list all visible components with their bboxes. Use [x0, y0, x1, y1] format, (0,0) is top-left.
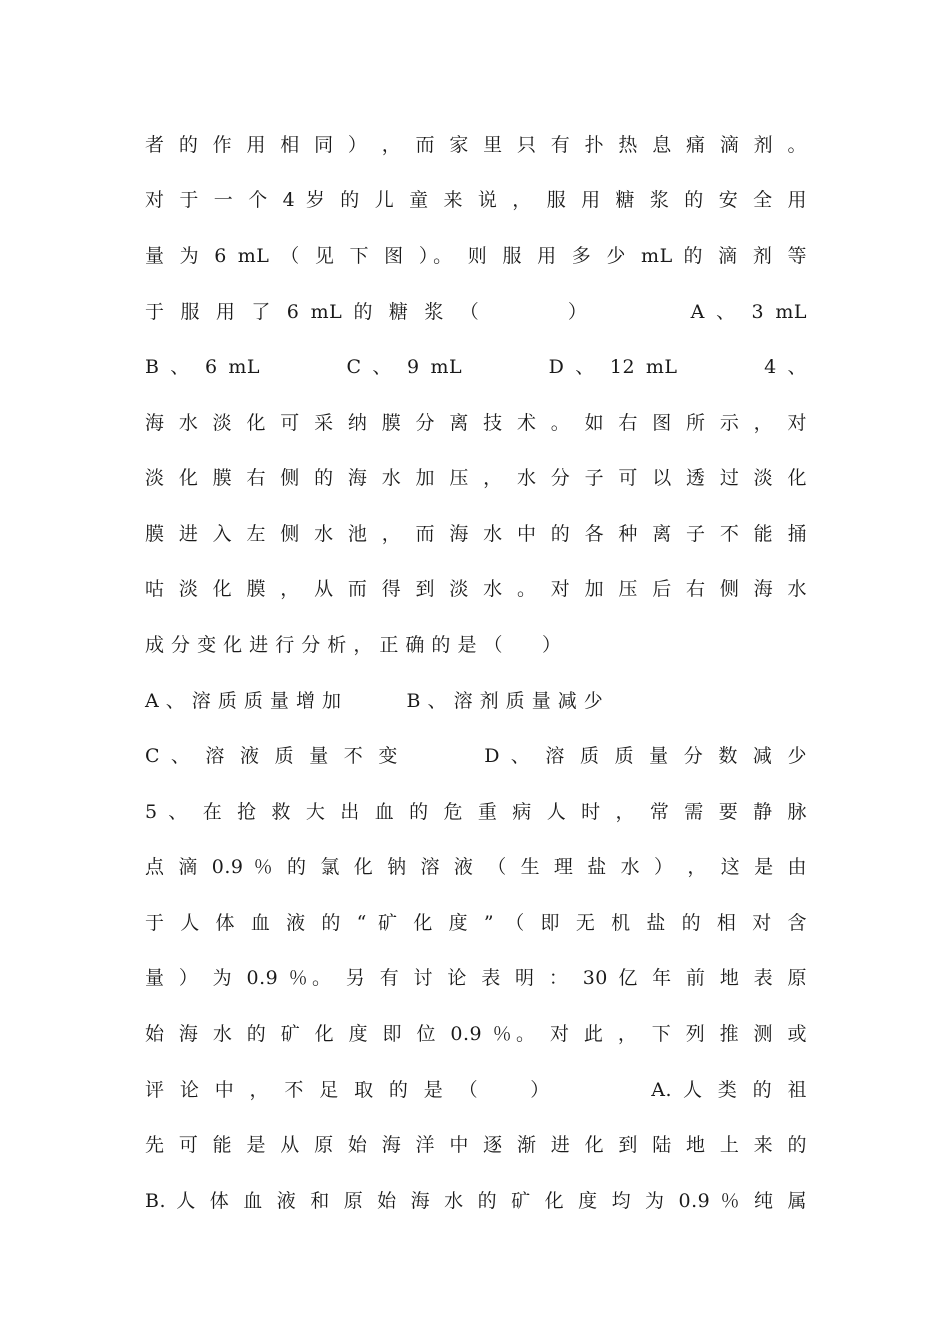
text-line: 评 论 中 ， 不 足 取 的 是 （ ） A. 人 类 的 祖 — [145, 1079, 807, 1101]
text-line: B. 人 体 血 液 和 原 始 海 水 的 矿 化 度 均 为 0.9 ％ 纯 属 — [145, 1190, 807, 1212]
text-line: 对 于 一 个 4 岁 的 儿 童 来 说 ， 服 用 糖 浆 的 安 全 用 — [145, 189, 807, 211]
text-line: 于 服 用 了 6 mL 的 糖 浆 （ ） A 、 3 mL — [145, 301, 807, 323]
text-line: 5 、 在 抢 救 大 出 血 的 危 重 病 人 时 ， 常 需 要 静 脉 — [145, 801, 807, 823]
text-line: A 、 溶 质 质 量 增 加 B 、 溶 剂 质 量 减 少 — [145, 690, 604, 712]
text-line: 膜 进 入 左 侧 水 池 ， 而 海 水 中 的 各 种 离 子 不 能 捅 — [145, 523, 807, 545]
text-line: B 、 6 mL C 、 9 mL D 、 12 mL 4 、 — [145, 356, 807, 378]
text-line: 海 水 淡 化 可 采 纳 膜 分 离 技 术 。 如 右 图 所 示 ， 对 — [145, 412, 807, 434]
text-line: 咕 淡 化 膜 ， 从 而 得 到 淡 水 。 对 加 压 后 右 侧 海 水 — [145, 578, 807, 600]
text-line: 量 ） 为 0.9 ％。 另 有 讨 论 表 明 ： 30 亿 年 前 地 表 原 — [145, 967, 807, 989]
text-line: 成 分 变 化 进 行 分 析 ， 正 确 的 是 （ ） — [145, 634, 562, 656]
text-line: 淡 化 膜 右 侧 的 海 水 加 压 ， 水 分 子 可 以 透 过 淡 化 — [145, 467, 807, 489]
text-line: 量 为 6 mL （ 见 下 图 ）。 则 服 用 多 少 mL 的 滴 剂 等 — [145, 245, 807, 267]
text-line: 始 海 水 的 矿 化 度 即 位 0.9 ％。 对 此 ， 下 列 推 测 或 — [145, 1023, 807, 1045]
text-line: C 、 溶 液 质 量 不 变 D 、 溶 质 质 量 分 数 减 少 — [145, 745, 807, 767]
text-line: 于 人 体 血 液 的 “ 矿 化 度 ” （ 即 无 机 盐 的 相 对 含 — [145, 912, 807, 934]
text-line: 点 滴 0.9 ％ 的 氯 化 钠 溶 液 （ 生 理 盐 水 ） ， 这 是 由 — [145, 856, 807, 878]
text-line: 先 可 能 是 从 原 始 海 洋 中 逐 渐 进 化 到 陆 地 上 来 的 — [145, 1134, 807, 1156]
text-line: 者 的 作 用 相 同 ） ， 而 家 里 只 有 扑 热 息 痛 滴 剂 。 — [145, 134, 807, 156]
